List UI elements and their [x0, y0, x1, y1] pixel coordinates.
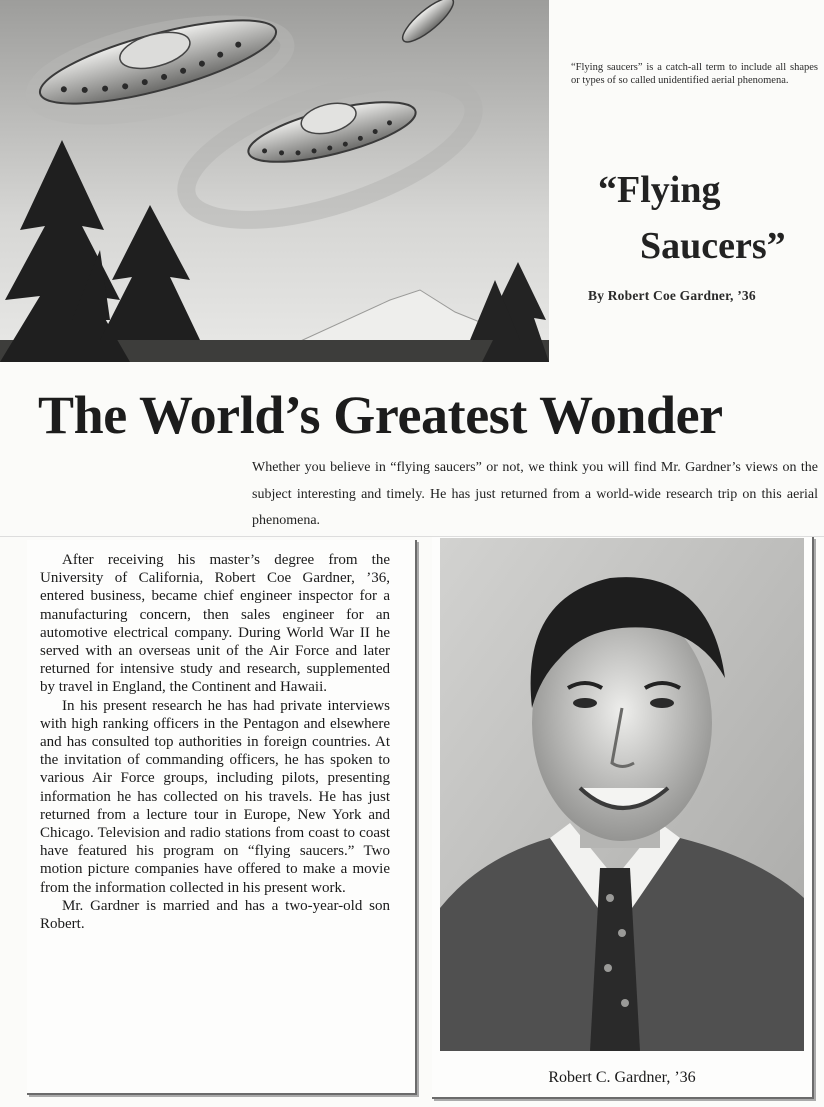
portrait-caption: Robert C. Gardner, ’36 — [548, 1069, 696, 1086]
body-text — [40, 551, 390, 933]
illustration-caption: “Flying saucers” is a catch-all term to include all shapes or types of so called unidentified aerial phenomena. — [571, 62, 818, 86]
kicker-title-line-2: Saucers” — [640, 225, 786, 267]
intro-paragraph: Whether you believe in “flying saucers” or not, we think you will find Mr. Gardner’s views on the subject interesting and timely. He has just returned from a world-wide research trip on this aerial phenomena. — [252, 460, 818, 528]
body-paragraph: After receiving his master’s degree from the University of California, Robert Coe Gardner, ’36, entered business, became chief engineer inspector for a manufacturing concern, then sales engineer for an automotive electrical company. During World War II he served with an overseas unit of the Air Force and later returned for intensive study and research, supplemented by travel in England, the Continent and Hawaii. — [40, 552, 390, 696]
portrait-photo — [440, 538, 804, 1051]
byline: By Robert Coe Gardner, ’36 — [588, 288, 756, 303]
article-kicker-title — [566, 162, 816, 274]
headline: The World’s Greatest Wonder — [38, 385, 723, 445]
body-paragraph: Mr. Gardner is married and has a two-year-old son Robert. — [40, 897, 390, 933]
kicker-title-line-1: “Flying — [598, 169, 721, 211]
flying-saucer-illustration — [0, 0, 549, 362]
portrait-icon — [440, 538, 804, 1051]
portrait-panel — [432, 537, 814, 1099]
body-paragraph: In his present research he has had private interviews with high ranking officers in the Pentagon and elsewhere and has consulted top authorities in foreign countries. At the invitation of commanding officers, he has spoken to various Air Force groups, including pilots, presenting information he has collected on his travels. He has just returned from a lecture tour in Europe, New York and Chicago. Television and radio stations from coast to coast have featured his program on “flying saucers.” Two motion picture companies have offered to make a movie from the information collected in his present work. — [40, 697, 390, 896]
saucer-scene-icon — [0, 0, 549, 362]
body-column — [27, 540, 417, 1095]
